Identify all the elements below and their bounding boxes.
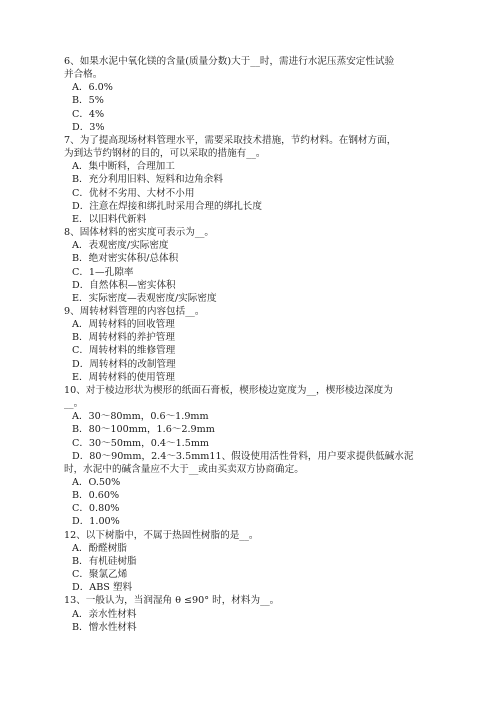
- option-a: A．亲水性材料: [72, 608, 137, 620]
- option-b: B．充分利用旧料、短料和边角余料: [72, 174, 223, 186]
- option-b: B．有机硅树脂: [72, 555, 137, 567]
- option-d: D．1.00%: [72, 516, 120, 528]
- option-e: E．实际密度—表观密度/实际密度: [72, 292, 217, 304]
- question-10: [64, 384, 440, 529]
- question-text: 10、对于棱边形状为楔形的纸面石膏板，楔形棱边宽度为__，楔形棱边深度为: [64, 384, 393, 396]
- option-e: E．以旧料代新料: [72, 213, 147, 225]
- question-11-text: 时，水泥中的碱含量应不大于__或由买卖双方协商确定。: [64, 463, 304, 475]
- option-a: A．酚醛树脂: [72, 542, 127, 554]
- question-text: 8、固体材料的密实度可表示为__。: [64, 227, 215, 239]
- option-c: C．0.80%: [72, 503, 120, 515]
- option-d: D．80～90mm，2.4～3.5mm11、假设使用活性骨料，用户要求提供低碱水泥: [72, 450, 414, 462]
- exam-page: [64, 55, 440, 634]
- option-b: B．80～100mm，1.6～2.9mm: [72, 424, 215, 436]
- question-text: 为到达节约钢材的目的，可以采取的措施有__。: [64, 148, 266, 160]
- question-7: [64, 134, 440, 226]
- question-text: 9、周转材料管理的内容包括__。: [64, 305, 205, 317]
- question-text: __。: [64, 398, 84, 410]
- option-d: D．ABS 塑料: [72, 582, 133, 594]
- question-text: 12、以下树脂中，不属于热固性树脂的是__。: [64, 529, 259, 541]
- option-d: D．注意在焊接和绑扎时采用合理的绑扎长度: [72, 200, 262, 212]
- question-text: 并合格。: [64, 69, 103, 81]
- option-b: B．0.60%: [72, 490, 120, 502]
- question-text: 13、一般认为，当润湿角 θ ≤90° 时，材料为__。: [64, 595, 280, 607]
- option-b: B．周转材料的养护管理: [72, 332, 175, 344]
- question-13: [64, 594, 440, 633]
- question-text: 6、如果水泥中氧化镁的含量(质量分数)大于__时，需进行水泥压蒸安定性试验: [64, 56, 395, 67]
- option-c: C．周转材料的维修管理: [72, 345, 176, 357]
- option-e: E．周转材料的使用管理: [72, 371, 175, 383]
- option-c: C．30～50mm，0.4～1.5mm: [72, 437, 210, 449]
- question-12: [64, 529, 440, 595]
- option-b: B．憎水性材料: [72, 621, 137, 633]
- option-a: A．表观密度/实际密度: [72, 240, 169, 252]
- option-d: D．自然体积—密实体积: [72, 279, 176, 291]
- option-a: A．周转材料的回收管理: [72, 319, 175, 331]
- option-a: A．30～80mm，0.6～1.9mm: [72, 411, 209, 423]
- option-b: B．绝对密实体积/总体积: [72, 253, 179, 265]
- option-b: B．5%: [72, 95, 104, 107]
- option-a: A．6.0%: [72, 82, 113, 94]
- question-text: 7、为了提高现场材料管理水平，需要采取技术措施，节约材料。在钢材方面，: [64, 134, 397, 146]
- option-a: A．集中断料，合理加工: [72, 161, 175, 173]
- question-6: [64, 55, 440, 134]
- option-d: D．周转材料的改制管理: [72, 358, 176, 370]
- option-c: C．优材不劣用、大材不小用: [72, 187, 195, 199]
- option-c: C．4%: [72, 108, 105, 120]
- option-c: C．1—孔隙率: [72, 266, 134, 278]
- option-a: A．O.50%: [72, 477, 121, 488]
- option-d: D．3%: [72, 121, 105, 133]
- question-8: [64, 226, 440, 305]
- option-c: C．聚氯乙烯: [72, 569, 128, 581]
- question-9: [64, 305, 440, 384]
